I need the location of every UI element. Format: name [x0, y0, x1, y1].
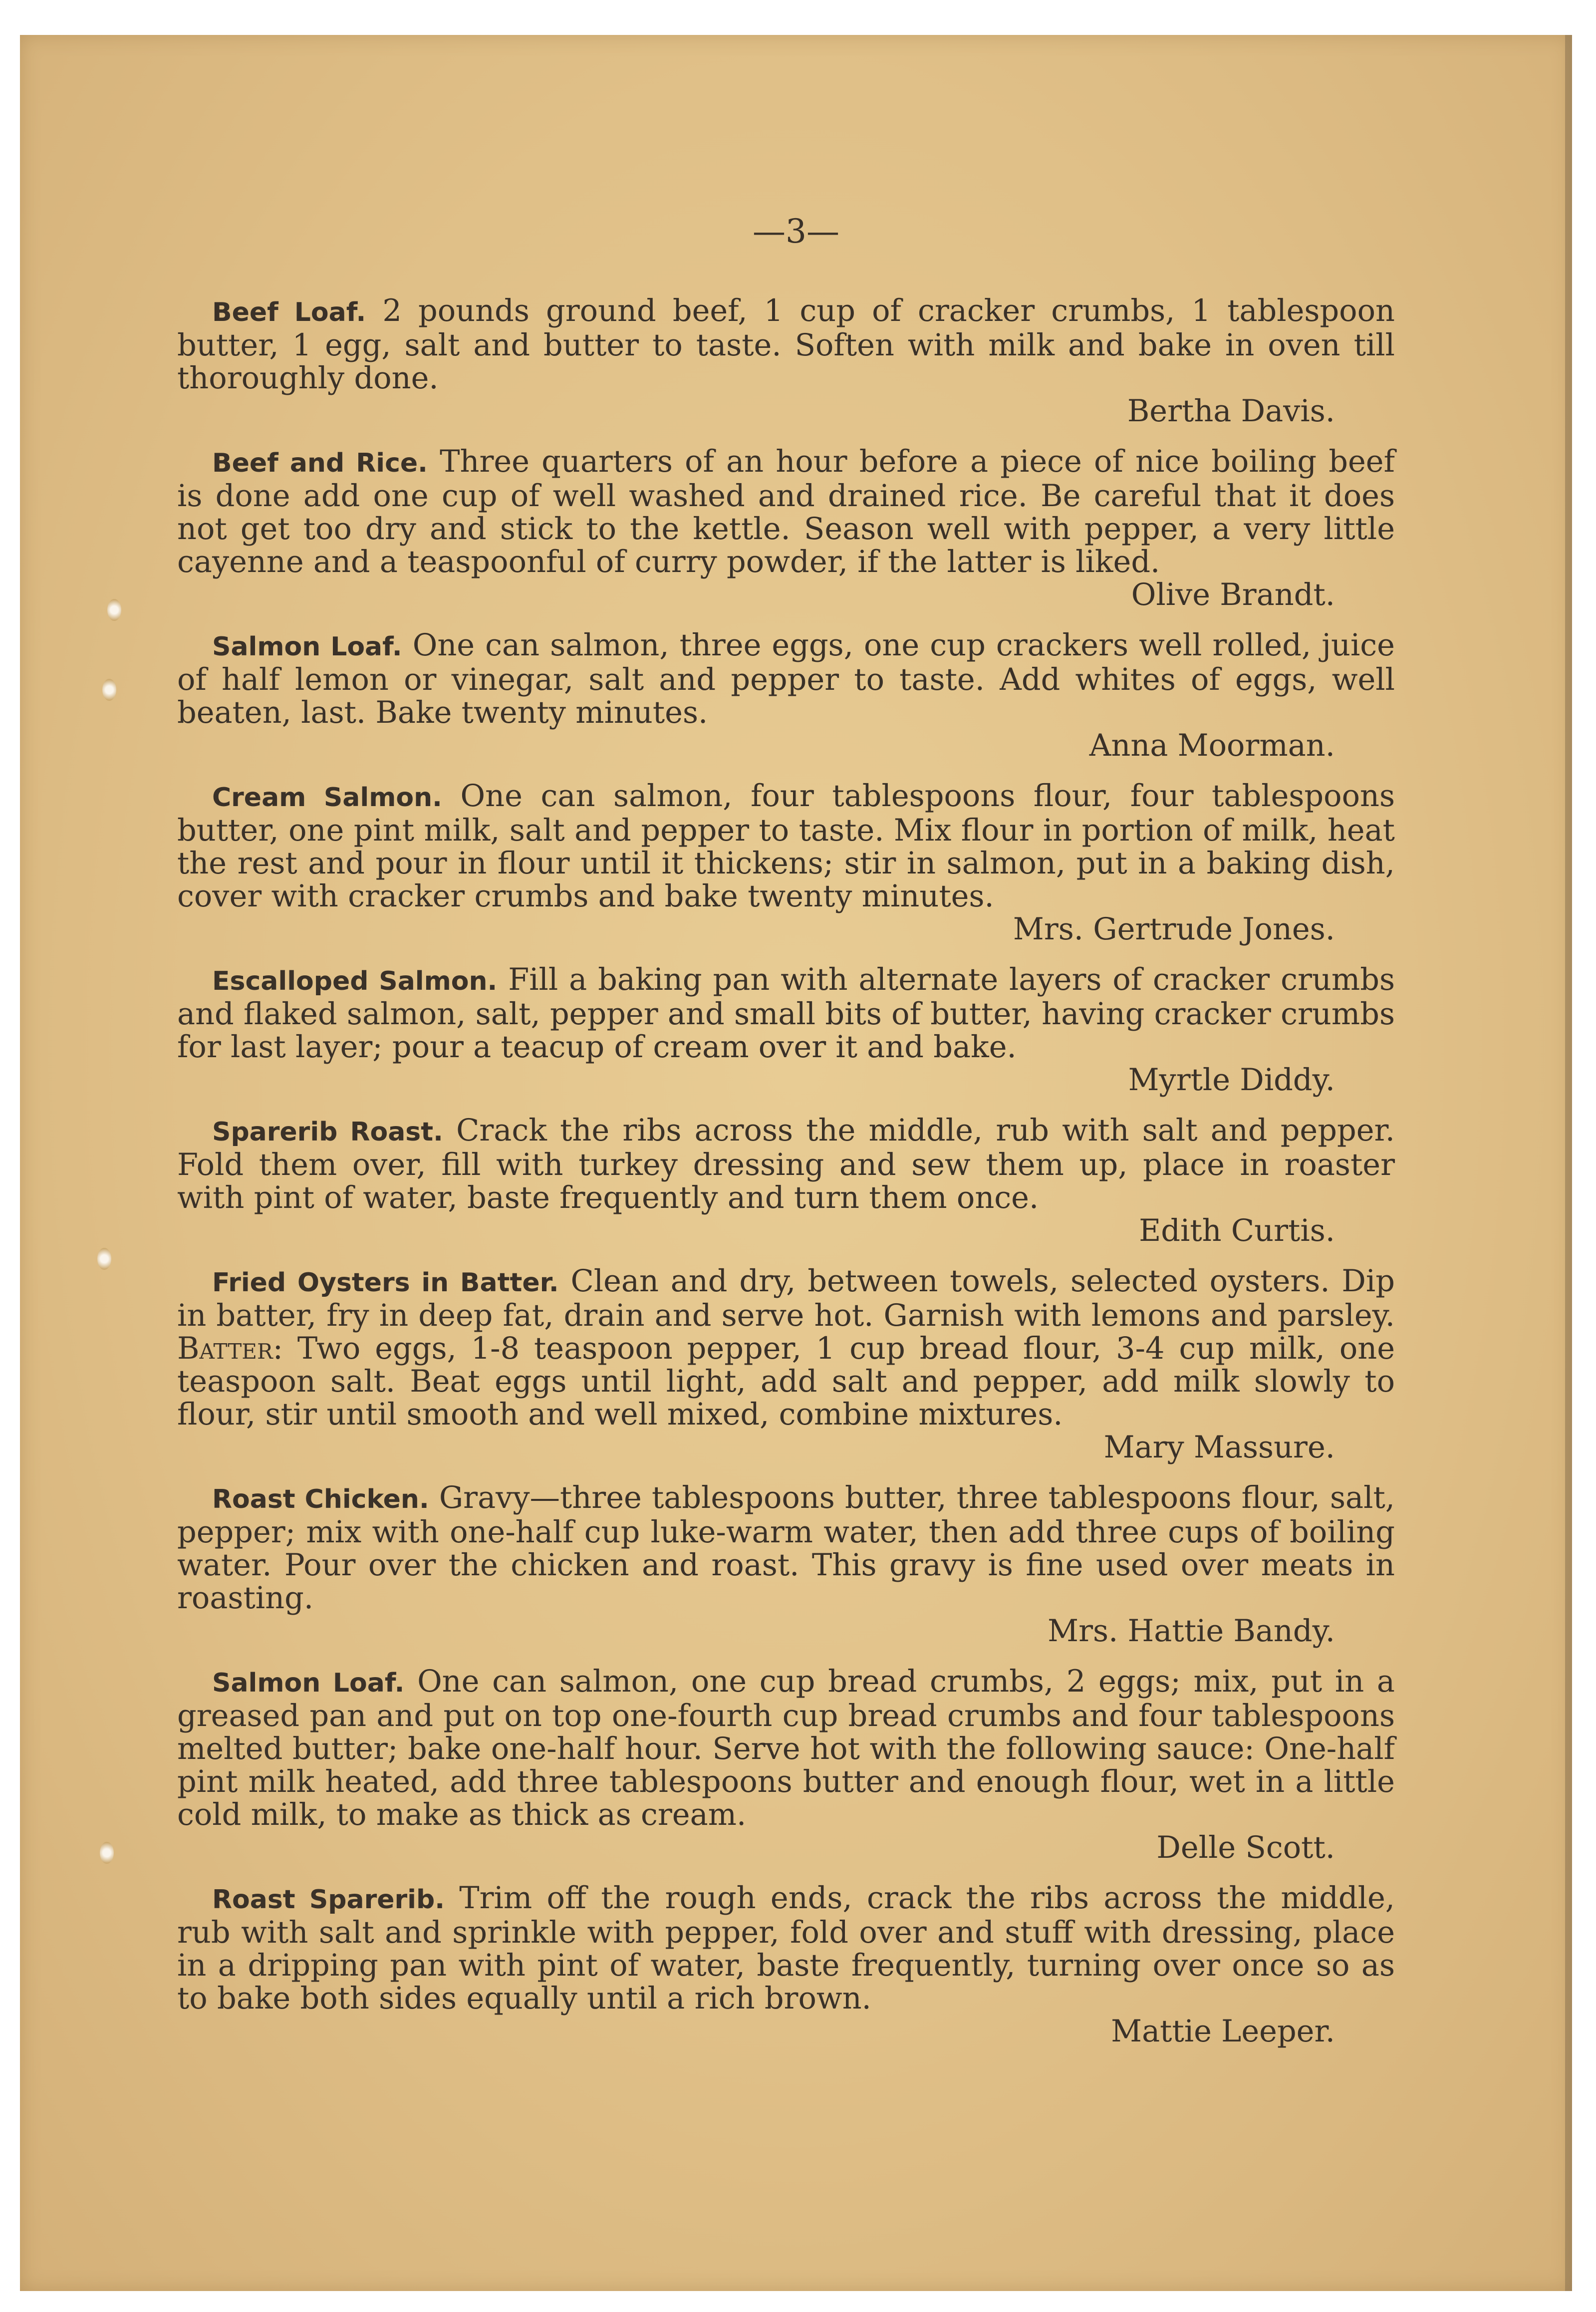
recipe-title: Salmon Loaf. — [212, 1668, 405, 1698]
recipe-text: Trim off the rough ends, crack the ribs across the middle, rub with salt and sprinkle with pepper, fold over and stuff with dressing, place in a dripping pan with pint of water, baste frequently, turning over once so as to bake both sides equally until a rich brown. — [177, 1881, 1395, 2016]
binding-hole-mark — [97, 1248, 111, 1270]
binding-hole-mark — [107, 599, 121, 621]
recipe-text: One can salmon, four tablespoons flour, four tablespoons butter, one pint milk, salt and pepper to taste. Mix flour in portion of milk, heat the rest and pour in flour until it thickens; stir in salmon, put in a baking dish, cover with cracker crumbs and bake twenty minutes. — [177, 779, 1395, 914]
recipe-title: Escalloped Salmon. — [212, 966, 498, 996]
recipe-text: Clean and dry, between towels, selected oysters. Dip in batter, fry in deep fat, drain and serve hot. Garnish with lemons and parsley. — [177, 1264, 1395, 1333]
recipe-author: Mrs. Gertrude Jones. — [1013, 912, 1335, 947]
recipe-author: Olive Brandt. — [1131, 578, 1335, 612]
recipe-text: 2 pounds ground beef, 1 cup of cracker crumbs, 1 tablespoon butter, 1 egg, salt and butter to taste. Soften with milk and bake in oven till thoroughly done. — [177, 293, 1395, 396]
recipe-beef-and-rice — [177, 445, 1395, 611]
recipe-title: Roast Sparerib. — [212, 1885, 445, 1915]
recipe-author: Mary Massure. — [1103, 1430, 1335, 1465]
recipe-author: Edith Curtis. — [1139, 1213, 1335, 1248]
recipe-title: Beef Loaf. — [212, 297, 366, 327]
recipe-author: Bertha Davis. — [1127, 394, 1335, 429]
recipe-author: Mrs. Hattie Bandy. — [1048, 1614, 1335, 1649]
recipe-text: Fill a baking pan with alternate layers of cracker crumbs and flaked salmon, salt, pepper and small bits of butter, having cracker crumbs for last layer; pour a teacup of cream over it and bake. — [177, 962, 1395, 1065]
binding-hole-mark — [100, 1842, 114, 1864]
recipe-sparerib-roast — [177, 1114, 1395, 1247]
recipe-text: One can salmon, one cup bread crumbs, 2 eggs; mix, put in a greased pan and put on top one-fourth cup bread crumbs and four tablespoons melted butter; bake one-half hour. Serve hot with the following sauce: One-half pint milk heated, add three tablespoons butter and enough flour, wet in a little cold milk, to make as thick as cream. — [177, 1664, 1395, 1832]
recipe-beef-loaf — [177, 294, 1395, 428]
recipe-salmon-loaf — [177, 629, 1395, 762]
recipe-roast-chicken — [177, 1481, 1395, 1648]
recipe-title: Sparerib Roast. — [212, 1117, 443, 1147]
recipe-title: Roast Chicken. — [212, 1484, 429, 1514]
recipe-author: Myrtle Diddy. — [1128, 1063, 1335, 1098]
recipe-title: Salmon Loaf. — [212, 632, 402, 662]
recipe-title: Cream Salmon. — [212, 783, 442, 813]
recipe-title: Beef and Rice. — [212, 448, 428, 478]
recipe-escalloped-salmon — [177, 963, 1395, 1097]
recipe-author: Anna Moorman. — [1089, 728, 1335, 763]
recipe-author: Mattie Leeper. — [1111, 2014, 1335, 2049]
recipe-fried-oysters — [177, 1265, 1395, 1464]
recipe-text: Crack the ribs across the middle, rub with salt and pepper. Fold them over, fill with turkey dressing and sew them up, place in roaster with pint of water, baste frequently and turn them once. — [177, 1113, 1395, 1215]
recipe-text: Gravy—three tablespoons butter, three tablespoons flour, salt, pepper; mix with one-half cup luke-warm water, then add three cups of boiling water. Pour over the chicken and roast. This gravy is fine used over meats in roasting. — [177, 1480, 1395, 1616]
recipe-list — [177, 294, 1395, 2065]
recipe-author: Delle Scott. — [1156, 1830, 1335, 1865]
document-page — [20, 35, 1572, 2291]
recipe-text: One can salmon, three eggs, one cup crackers well rolled, juice of half lemon or vinegar, salt and pepper to taste. Add whites of eggs, well beaten, last. Bake twenty minutes. — [177, 628, 1395, 730]
recipe-cream-salmon — [177, 780, 1395, 946]
recipe-salmon-loaf-2 — [177, 1665, 1395, 1864]
recipe-text-continued: Two eggs, 1-8 teaspoon pepper, 1 cup bread flour, 3-4 cup milk, one teaspoon salt. Beat eggs until light, add salt and pepper, add milk slowly to flour, stir until smooth and well mixed, combine mixtures. — [177, 1331, 1395, 1432]
binding-hole-mark — [102, 679, 116, 701]
recipe-roast-sparerib — [177, 1882, 1395, 2048]
recipe-title: Fried Oysters in Batter. — [212, 1268, 559, 1298]
page-number: —3— — [753, 212, 839, 251]
batter-label: Batter: — [177, 1331, 283, 1366]
recipe-text: Three quarters of an hour before a piece of nice boiling beef is done add one cup of well washed and drained rice. Be careful that it does not get too dry and stick to the kettle. Season well with pepper, a very little cayenne and a teaspoonful of curry powder, if the latter is liked. — [177, 444, 1395, 579]
